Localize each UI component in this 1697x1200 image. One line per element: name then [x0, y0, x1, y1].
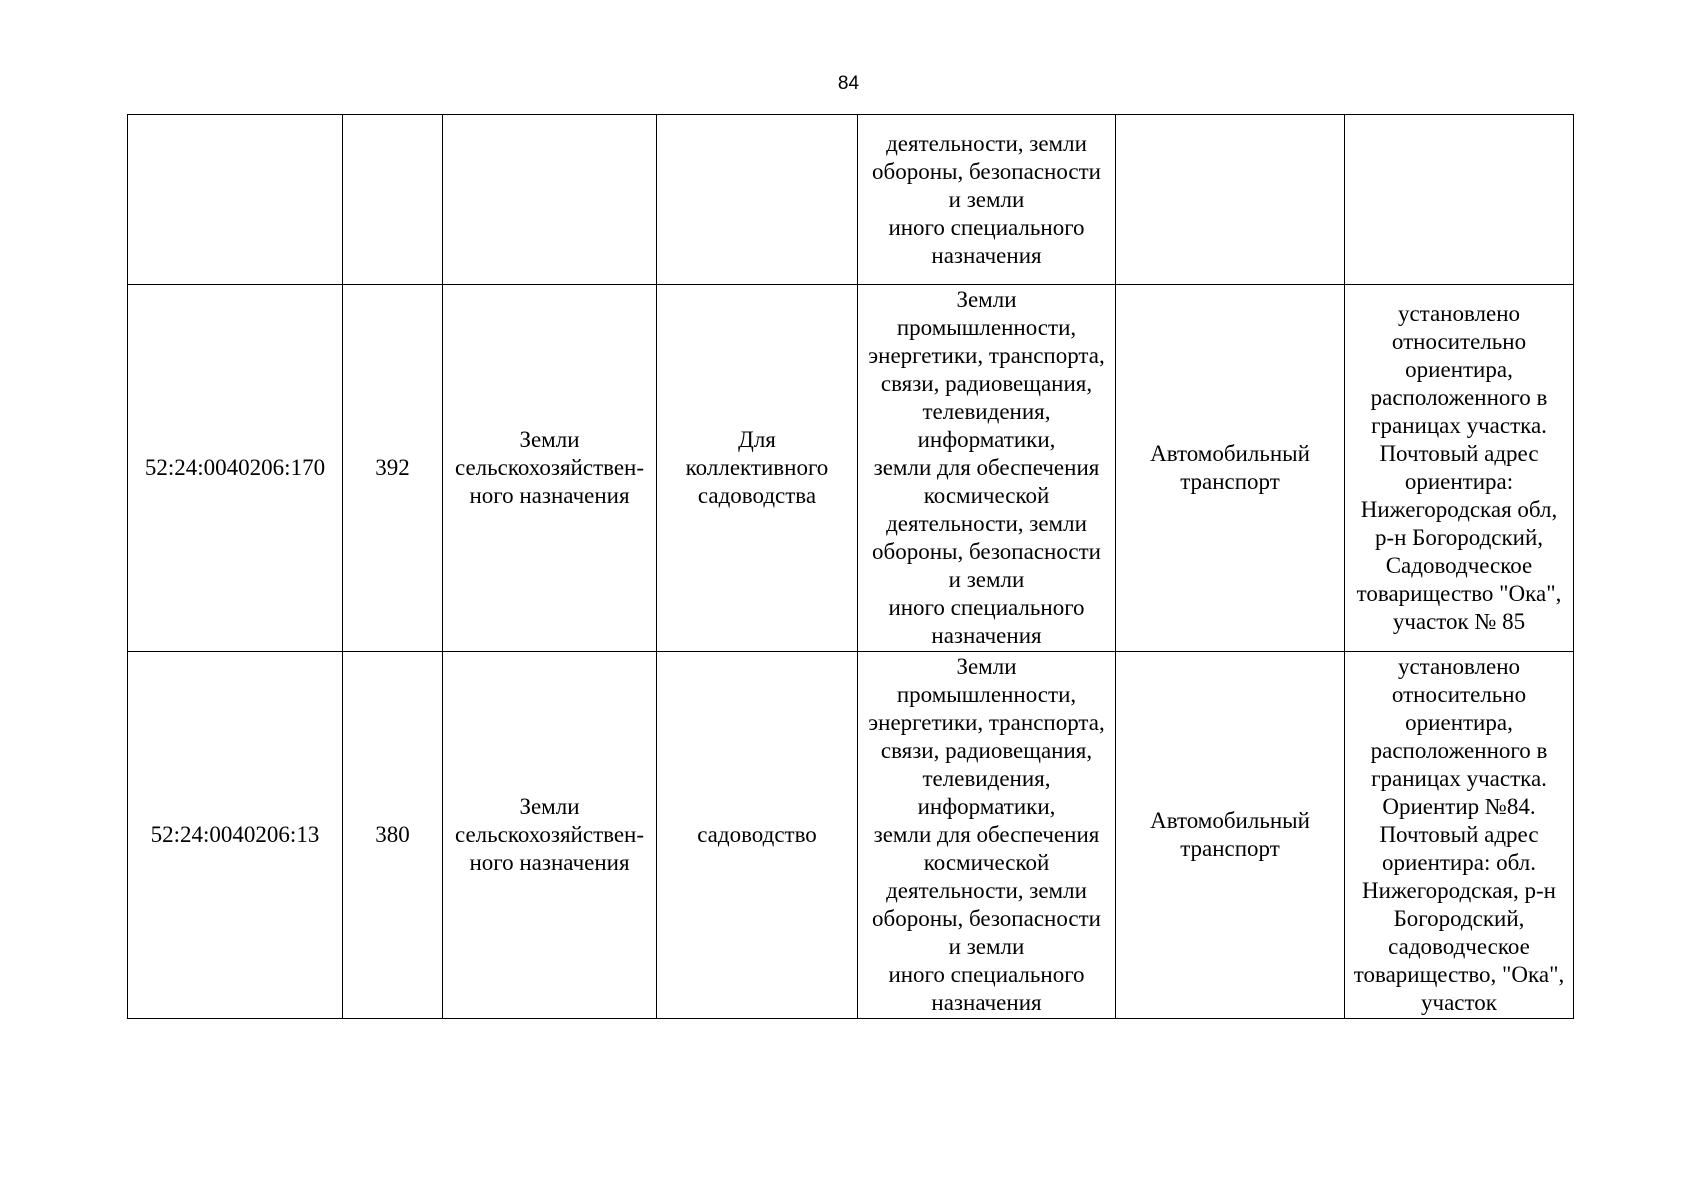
- area-cell: [343, 115, 443, 285]
- permitted-use-cell: садоводство: [657, 652, 858, 1019]
- permitted-use-cell: Для коллективного садоводства: [657, 285, 858, 652]
- land-category-cell: Земли сельскохозяйствен- ного назначения: [443, 285, 657, 652]
- zone-category-cell: Земли промышленности, энергетики, транспорта, связи, радиовещания, телевидения, информатики, земли для обеспечения космической деятельности, земли обороны, безопасности и земли иного специального назначения: [858, 652, 1116, 1019]
- cadastral-number-cell: 52:24:0040206:170: [128, 285, 343, 652]
- zone-category-cell: деятельности, земли обороны, безопасности и земли иного специального назначения: [858, 115, 1116, 285]
- cadastral-number-cell: [128, 115, 343, 285]
- transport-cell: [1116, 115, 1345, 285]
- zone-category-cell: Земли промышленности, энергетики, транспорта, связи, радиовещания, телевидения, информатики, земли для обеспечения космической деятельности, земли обороны, безопасности и земли иного специального назначения: [858, 285, 1116, 652]
- permitted-use-cell: [657, 115, 858, 285]
- land-category-cell: Земли сельскохозяйствен- ного назначения: [443, 652, 657, 1019]
- table-row: [128, 652, 1574, 1019]
- land-plot-table: [127, 114, 1574, 1019]
- page-number: 84: [837, 73, 860, 94]
- location-cell: [1345, 115, 1574, 285]
- table-row: [128, 115, 1574, 285]
- location-cell: установлено относительно ориентира, расположенного в границах участка. Ориентир №84. Почтовый адрес ориентира: обл. Нижегородская, р-н Богородский, садоводческое товарищество, "Ока", участок: [1345, 652, 1574, 1019]
- area-cell: 380: [343, 652, 443, 1019]
- table-row: [128, 285, 1574, 652]
- cadastral-number-cell: 52:24:0040206:13: [128, 652, 343, 1019]
- transport-cell: Автомобильный транспорт: [1116, 285, 1345, 652]
- location-cell: установлено относительно ориентира, расположенного в границах участка. Почтовый адрес ориентира: Нижегородская обл, р-н Богородский, Садоводческое товарищество "Ока", участок № 85: [1345, 285, 1574, 652]
- land-category-cell: [443, 115, 657, 285]
- transport-cell: Автомобильный транспорт: [1116, 652, 1345, 1019]
- area-cell: 392: [343, 285, 443, 652]
